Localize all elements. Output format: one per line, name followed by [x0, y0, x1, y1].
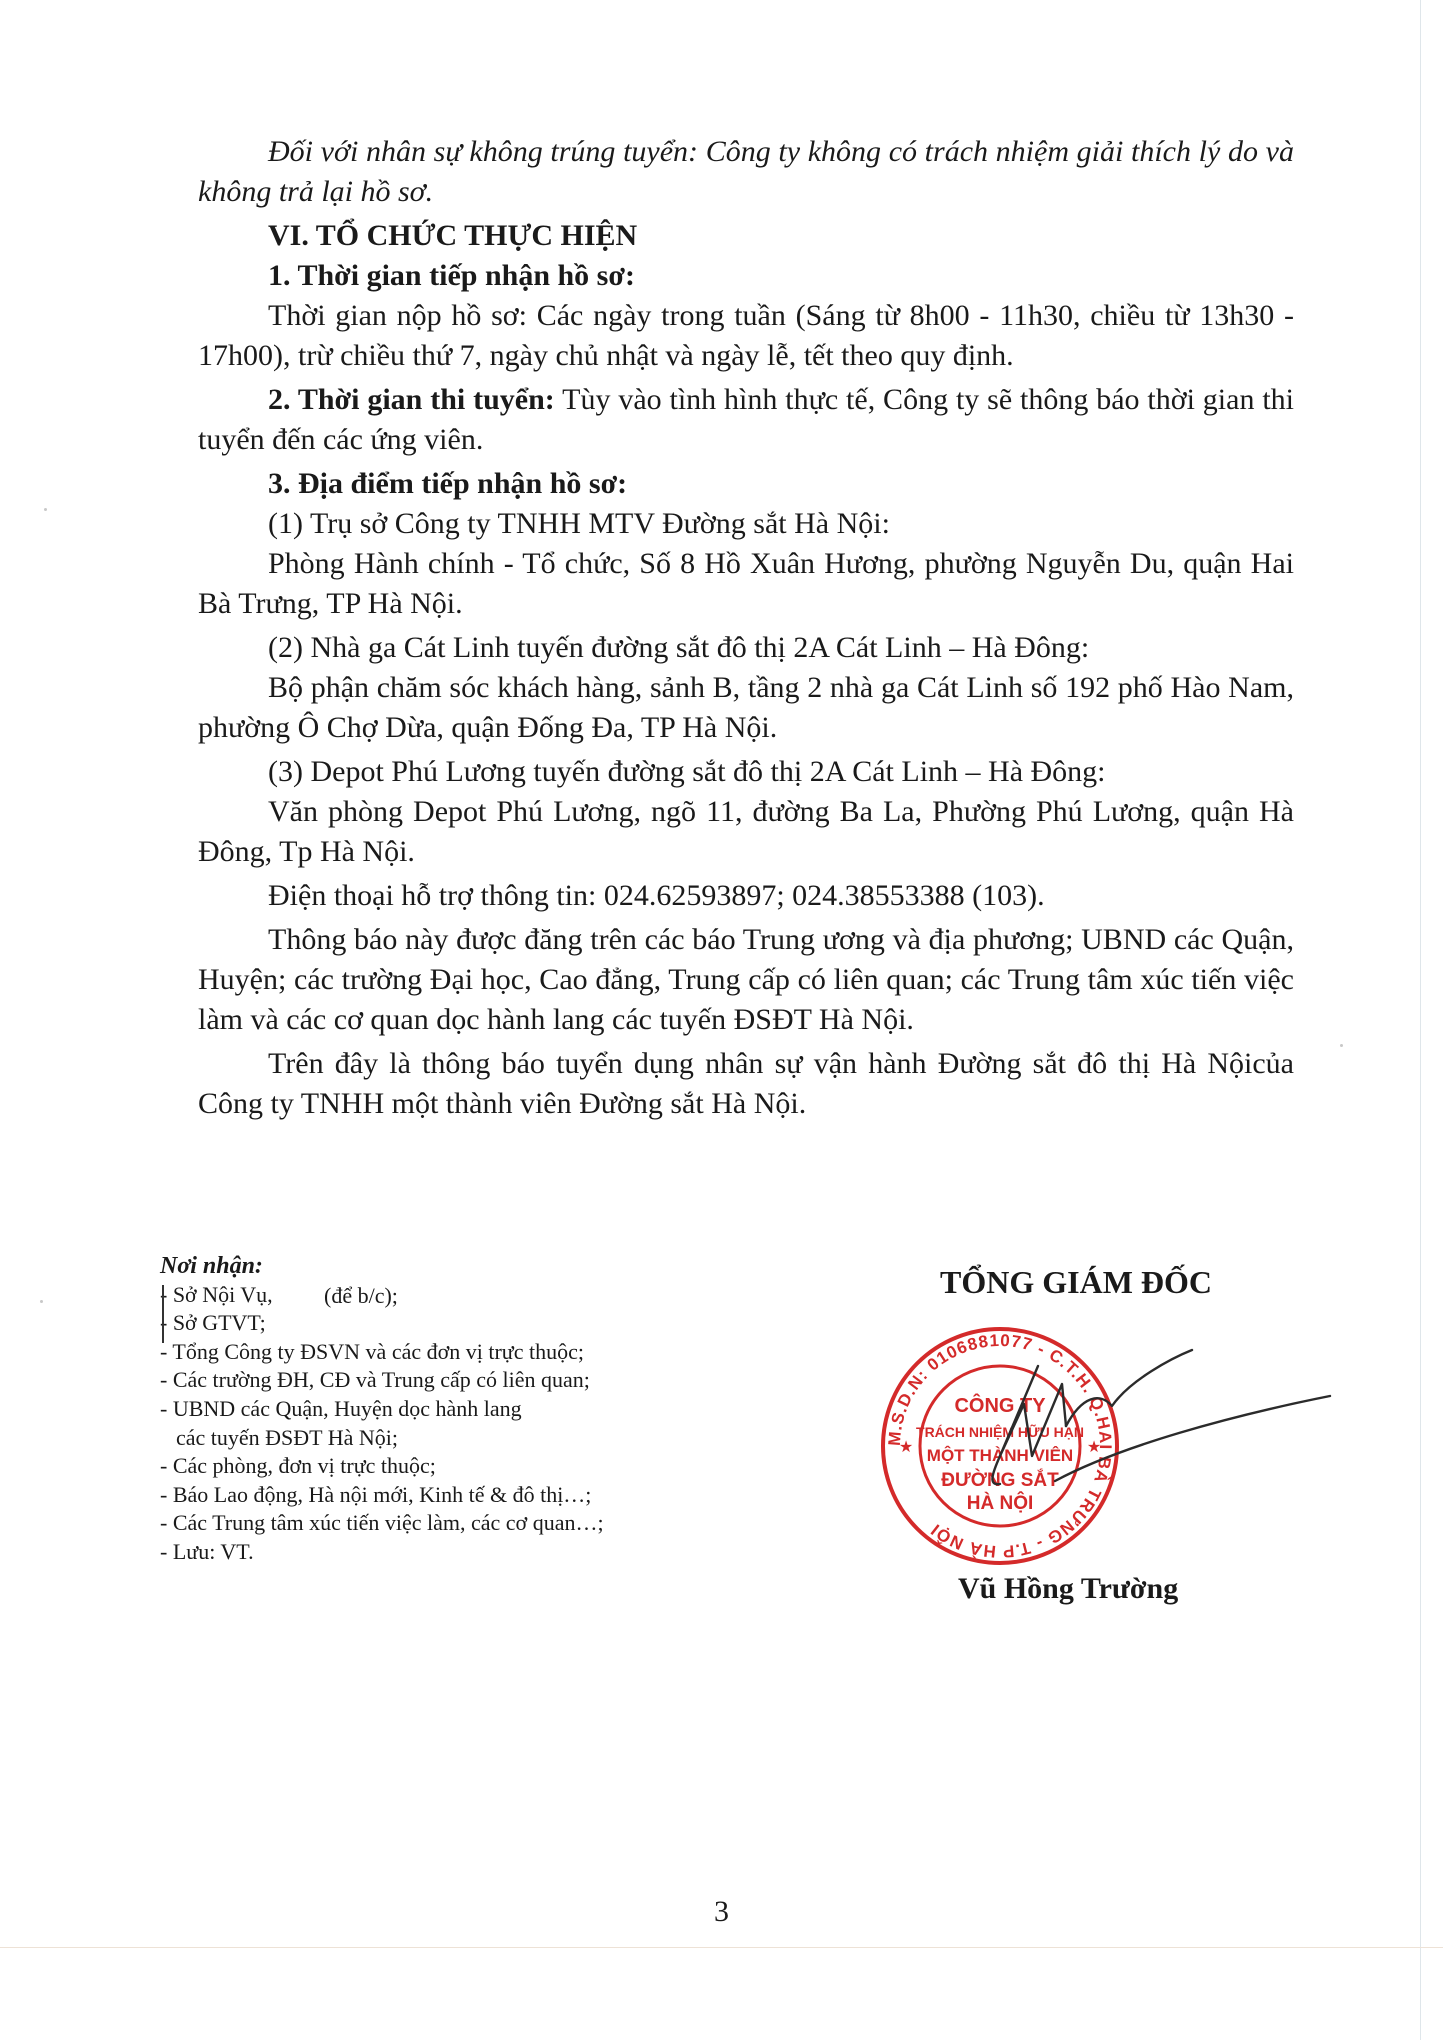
location-3-name: (3) Depot Phú Lương tuyến đường sắt đô thị 2A Cát Linh – Hà Đông:: [268, 755, 1106, 788]
heading-2: 2. Thời gian thi tuyển:: [268, 383, 555, 416]
location-1-address: Phòng Hành chính - Tổ chức, Số 8 Hồ Xuân Hương, phường Nguyễn Du, quận Hai Bà Trưng, TP Hà Nội.: [198, 547, 1294, 620]
recipient-item: - Tổng Công ty ĐSVN và các đơn vị trực thuộc;: [160, 1338, 584, 1364]
section-heading: VI. TỔ CHỨC THỰC HIỆN: [268, 219, 638, 252]
page-number: 3: [714, 1895, 729, 1928]
signer-name: Vũ Hồng Trường: [958, 1572, 1179, 1605]
scan-speck: [1340, 1044, 1343, 1047]
seal-star-icon: ★: [1086, 1439, 1102, 1456]
seal-line-1: CÔNG TY: [954, 1395, 1046, 1417]
support-phone: Điện thoại hỗ trợ thông tin: 024.62593897; 024.38553388 (103).: [268, 879, 1045, 912]
seal-line-4: ĐƯỜNG SẮT: [941, 1470, 1059, 1491]
paragraph-2-text: Tùy vào tình hình thực tế, Công ty sẽ thông báo thời gian thi tuyển đến các ứng viên.: [198, 383, 1295, 456]
recipient-item: - Sở GTVT;: [160, 1310, 266, 1336]
recipient-item: - Sở Nội Vụ,: [160, 1281, 273, 1307]
seal-graphic: [883, 1329, 1117, 1563]
scan-speck: [44, 508, 47, 511]
location-2-name: (2) Nhà ga Cát Linh tuyến đường sắt đô thị 2A Cát Linh – Hà Đông:: [268, 631, 1090, 664]
paragraph-2: [198, 380, 1294, 460]
notice-paragraph: Thông báo này được đăng trên các báo Trung ương và địa phương; UBND các Quận, Huyện; các trường Đại học, Cao đẳng, Trung cấp có liên quan; các Trung tâm xúc tiến việc làm và các cơ quan dọc hành lang các tuyến ĐSĐT Hà Nội.: [198, 923, 1294, 1036]
location-2-address: Bộ phận chăm sóc khách hàng, sảnh B, tầng 2 nhà ga Cát Linh số 192 phố Hào Nam, phường Ô Chợ Dừa, quận Đống Đa, TP Hà Nội.: [198, 671, 1294, 744]
seal-line-2: TRÁCH NHIỆM HỮU HẠN: [916, 1424, 1084, 1440]
paragraph-intro: Đối với nhân sự không trúng tuyển: Công ty không có trách nhiệm giải thích lý do và không trả lại hồ sơ.: [198, 135, 1294, 208]
recipients-block: [158, 1252, 778, 1567]
location-3-address: Văn phòng Depot Phú Lương, ngõ 11, đường Ba La, Phường Phú Lương, quận Hà Đông, Tp Hà Nội.: [198, 795, 1294, 868]
recipient-item: - Báo Lao động, Hà nội mới, Kinh tế & đô thị…;: [160, 1481, 592, 1507]
heading-1: 1. Thời gian tiếp nhận hồ sơ:: [268, 259, 635, 292]
recipient-item: - Các phòng, đơn vị trực thuộc;: [160, 1453, 436, 1479]
location-1-name: (1) Trụ sở Công ty TNHH MTV Đường sắt Hà Nội:: [268, 507, 890, 540]
heading-3: 3. Địa điểm tiếp nhận hồ sơ:: [268, 467, 628, 500]
seal-ring-text: M.S.D.N: 0106881077 - C.T.H. Q.HAI BÀ TRƯNG - T.P HÀ NỘI: [884, 1330, 1116, 1562]
report-note: (để b/c);: [324, 1283, 398, 1308]
recipient-item: - UBND các Quận, Huyện dọc hành lang: [160, 1395, 522, 1421]
seal-line-3: MỘT THÀNH VIÊN: [926, 1446, 1074, 1465]
company-seal: [800, 1306, 1340, 1586]
signer-title: TỔNG GIÁM ĐỐC: [940, 1264, 1212, 1300]
recipients-title: Nơi nhận:: [160, 1253, 263, 1279]
seal-line-5: HÀ NỘI: [966, 1493, 1034, 1514]
closing-paragraph: Trên đây là thông báo tuyển dụng nhân sự vận hành Đường sắt đô thị Hà Nộicủa Công ty TNHH một thành viên Đường sắt Hà Nội.: [198, 1047, 1294, 1120]
seal-star-icon: ★: [898, 1439, 914, 1456]
recipient-item: các tuyến ĐSĐT Hà Nội;: [176, 1424, 398, 1450]
scan-speck: [40, 1300, 43, 1303]
recipient-item: - Các trường ĐH, CĐ và Trung cấp có liên quan;: [160, 1367, 590, 1393]
footer-rule: [0, 1947, 1443, 1948]
document-body: [198, 132, 1294, 1128]
recipients-bracket: [162, 1285, 164, 1343]
recipient-item: - Lưu: VT.: [160, 1538, 254, 1564]
paragraph-1: Thời gian nộp hồ sơ: Các ngày trong tuần (Sáng từ 8h00 - 11h30, chiều từ 13h30 - 17h00), trừ chiều thứ 7, ngày chủ nhật và ngày lễ, tết theo quy định.: [198, 299, 1294, 372]
scan-edge-line: [1420, 0, 1421, 2040]
recipient-item: - Các Trung tâm xúc tiến việc làm, các cơ quan…;: [160, 1510, 604, 1536]
